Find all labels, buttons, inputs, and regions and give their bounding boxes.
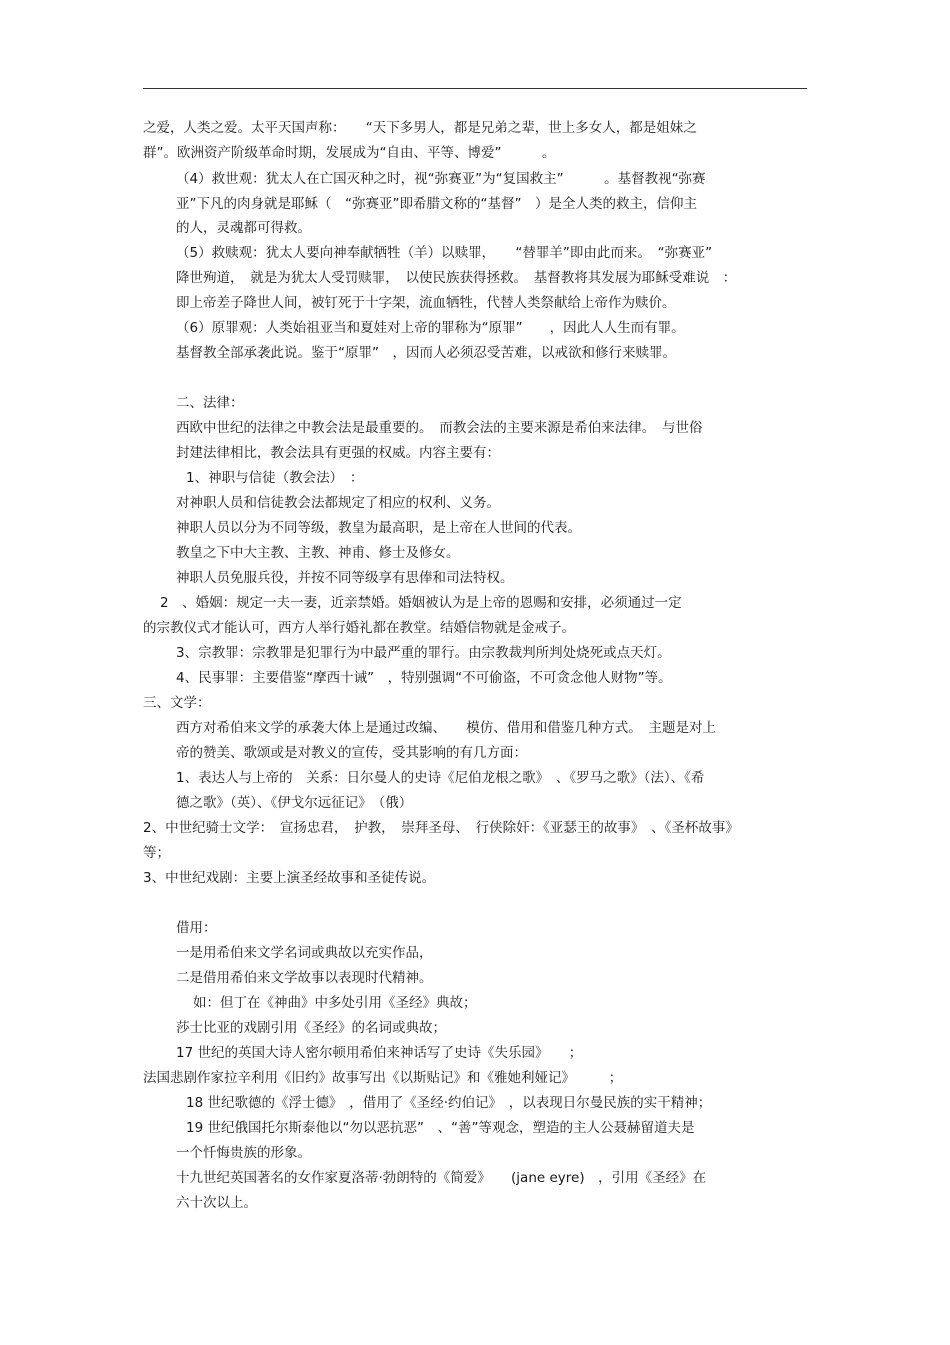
section-heading: 二、法律： (176, 395, 244, 411)
text-line: 法国悲剧作家拉辛利用《旧约》故事写出《以斯贴记》和《雅她利娅记》 ； (143, 1070, 623, 1086)
text-line: 二是借用希伯来文学故事以表现时代精神。 (176, 970, 433, 986)
text-line: （5）救赎观：犹太人要向神奉献牺牲（羊）以赎罪， “替罪羊”即由此而来。 “弥赛亚” (176, 245, 713, 261)
text-line: 西欧中世纪的法律之中教会法是最重要的。 而教会法的主要来源是希伯来法律。 与世俗 (176, 420, 703, 436)
text-line: 神职人员免服兵役，并按不同等级享有思俸和司法特权。 (176, 570, 514, 586)
text-line: 十九世纪英国著名的女作家夏洛蒂·勃朗特的《简爱》 (jane eyre) ，引用《圣经》在 (176, 1170, 707, 1186)
text-line: 帝的赞美、歌颂或是对教义的宣传，受其影响的有几方面： (176, 745, 527, 761)
text-line: 的宗教仪式才能认可，西方人举行婚礼都在教堂。结婚信物就是金戒子。 (143, 620, 575, 636)
text-line: 17 世纪的英国大诗人密尔顿用希伯来神话写了史诗《失乐园》 ； (176, 1045, 583, 1061)
text-line: 1、表达人与上帝的 关系：日尔曼人的史诗《尼伯龙根之歌》 、《罗马之歌》（法）、《希 (176, 770, 705, 786)
text-line: 3、宗教罪：宗教罪是犯罪行为中最严重的罪行。由宗教裁判所判处烧死或点天灯。 (176, 645, 671, 661)
text-line: 一是用希伯来文学名词或典故以充实作品， (176, 945, 433, 961)
text-line: 一个忏悔贵族的形象。 (176, 1145, 311, 1161)
text-line: 封建法律相比，教会法具有更强的权威。内容主要有： (176, 445, 500, 461)
text-line: 19 世纪俄国托尔斯泰他以“勿以恶抗恶” 、“善”等观念，塑造的主人公聂赫留道夫是 (186, 1120, 695, 1136)
text-line: 西方对希伯来文学的承袭大体上是通过改编、 模仿、借用和借鉴几种方式。 主题是对上 (176, 720, 716, 736)
text-line: 莎士比亚的戏剧引用《圣经》的名词或典故； (176, 1020, 446, 1036)
text-line: 德之歌》（英）、《伊戈尔远征记》 （俄） (176, 795, 413, 811)
section-heading: 借用： (176, 920, 217, 936)
section-heading: 三、文学： (143, 695, 211, 711)
text-line: 等； (143, 845, 170, 861)
text-line: 群”。欧洲资产阶级革命时期，发展成为“自由、平等、博爱” 。 (143, 145, 556, 161)
text-line: 六十次以上。 (176, 1195, 257, 1211)
text-line: 3、中世纪戏剧：主要上演圣经故事和圣徒传说。 (143, 870, 436, 886)
text-line: 亚”下凡的肉身就是耶稣（ “弥赛亚”即希腊文称的“基督” ）是全人类的救主，信仰主 (176, 196, 697, 212)
text-line: 之爱，人类之爱。太平天国声称： “天下多男人，都是兄弟之辈，世上多女人，都是姐妹之 (143, 120, 697, 136)
text-line: 2、中世纪骑士文学： 宣扬忠君， 护教， 崇拜圣母、 行侠除奸：《亚瑟王的故事》 、《圣杯故事》 (143, 820, 739, 836)
text-line: 教皇之下中大主教、主教、神甫、修士及修女。 (176, 545, 460, 561)
text-line: 神职人员以分为不同等级，教皇为最高职，是上帝在人世间的代表。 (176, 520, 581, 536)
text-line: 18 世纪歌德的《浮士德》 ，借用了《圣经·约伯记》 ，以表现日尔曼民族的实干精神； (186, 1095, 712, 1111)
text-line: 对神职人员和信徒教会法都规定了相应的权利、义务。 (176, 495, 500, 511)
text-line: 基督教全部承袭此说。鉴于“原罪” ，因而人必须忍受苦难，以戒欲和修行来赎罪。 (176, 345, 676, 361)
text-line: 如：但丁在《神曲》中多处引用《圣经》典故； (193, 995, 477, 1011)
header-rule (143, 88, 807, 89)
text-line: 4、民事罪：主要借鉴“摩西十诫” ，特别强调“不可偷盗，不可贪念他人财物”等。 (176, 670, 672, 686)
text-line: 的人，灵魂都可得救。 (176, 220, 311, 236)
text-line: （4）救世观：犹太人在亡国灭种之时，视“弥赛亚”为“复国救主” 。基督教视“弥赛 (176, 171, 706, 187)
text-line: 2 、婚姻：规定一夫一妻，近亲禁婚。婚姻被认为是上帝的恩赐和安排，必须通过一定 (160, 595, 682, 611)
text-line: 1、神职与信徒（教会法） ： (186, 470, 364, 486)
text-line: 降世殉道， 就是为犹太人受罚赎罪， 以使民族获得拯救。 基督教将其发展为耶稣受难说 ： (176, 270, 737, 286)
text-line: （6）原罪观：人类始祖亚当和夏娃对上帝的罪称为“原罪” ，因此人人生而有罪。 (176, 320, 685, 336)
text-line: 即上帝差子降世人间，被钉死于十字架，流血牺牲，代替人类祭献给上帝作为赎价。 (176, 295, 676, 311)
